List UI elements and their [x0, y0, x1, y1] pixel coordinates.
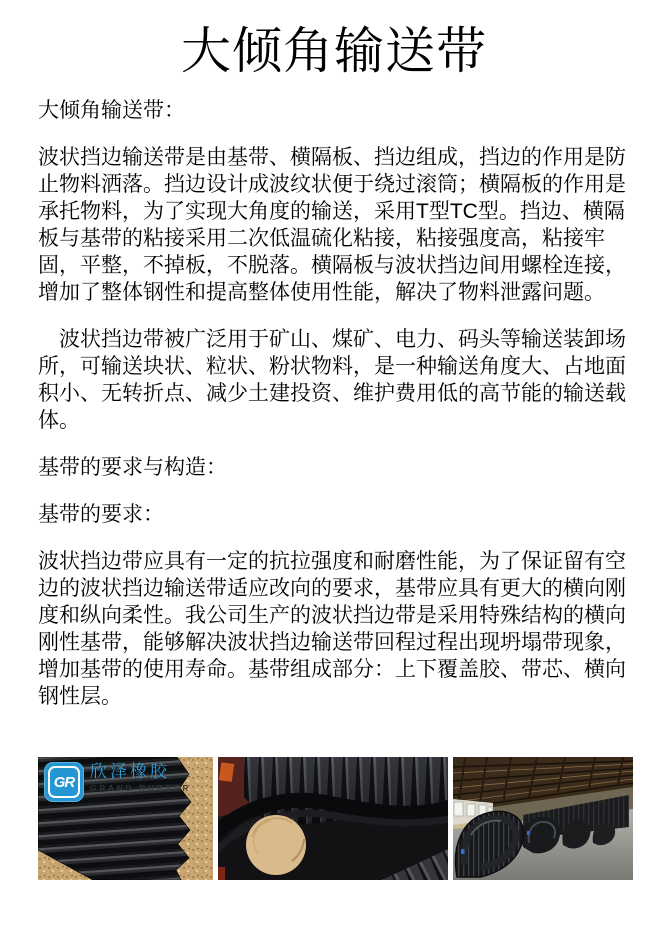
coiled-belt-illustration — [218, 757, 448, 880]
product-photo-strip — [38, 757, 633, 880]
paragraph-base-belt-detail: 波状挡边带应具有一定的抗拉强度和耐磨性能，为了保证留有空边的波状挡边输送带适应改向的要求，基带应具有更大的横向刚度和纵向柔性。我公司生产的波状挡边带是采用特殊结构的横向刚性基带，能够解决波状挡边输送带回程过程出现坍塌带现象，增加基带的使用寿命。基带组成部分：上下覆盖胶、带芯、横向钢性层。 — [38, 550, 626, 708]
document-body — [38, 0, 630, 730]
paragraph-composition: 波状挡边输送带是由基带、横隔板、挡边组成，挡边的作用是防止物料洒落。挡边设计成波纹状便于绕过滚筒；横隔板的作用是承托物料，为了实现大角度的输送，采用T型TC型。挡边、横隔板与基带的粘接采用二次低温硫化粘接，粘接强度高，粘接牢固，平整，不掉板，不脱落。横隔板与波状挡边间用螺栓连接，增加了整体钢性和提高整体使用性能，解决了物料泄露问题。 — [38, 146, 626, 304]
brand-monogram: GR — [48, 766, 80, 798]
brand-wordmark — [90, 762, 191, 793]
photo-sidewall-belt-closeup — [38, 757, 213, 880]
brand-logo — [44, 762, 191, 802]
heading-base-belt-requirements: 基带的要求： — [38, 503, 164, 526]
heading-base-belt-requirements-structure: 基带的要求与构造： — [38, 456, 227, 479]
photo-factory-hall — [453, 757, 633, 880]
intro-label: 大倾角输送带： — [38, 99, 185, 122]
page-title: 大倾角输送带 — [181, 23, 487, 79]
paragraph-applications: 波状挡边带被广泛用于矿山、煤矿、电力、码头等输送装卸场所，可输送块状、粒状、粉状物料，是一种输送角度大、占地面积小、无转折点、减少土建投资、维护费用低的高节能的输送载体。 — [38, 328, 626, 432]
photo-coiled-belt-roll — [218, 757, 448, 880]
brand-name-cn: 欣泽橡胶 — [90, 762, 170, 781]
brand-name-en: GRAND RUBBER — [90, 783, 192, 793]
factory-hall-illustration — [453, 757, 633, 880]
brand-gr-icon — [44, 762, 84, 802]
